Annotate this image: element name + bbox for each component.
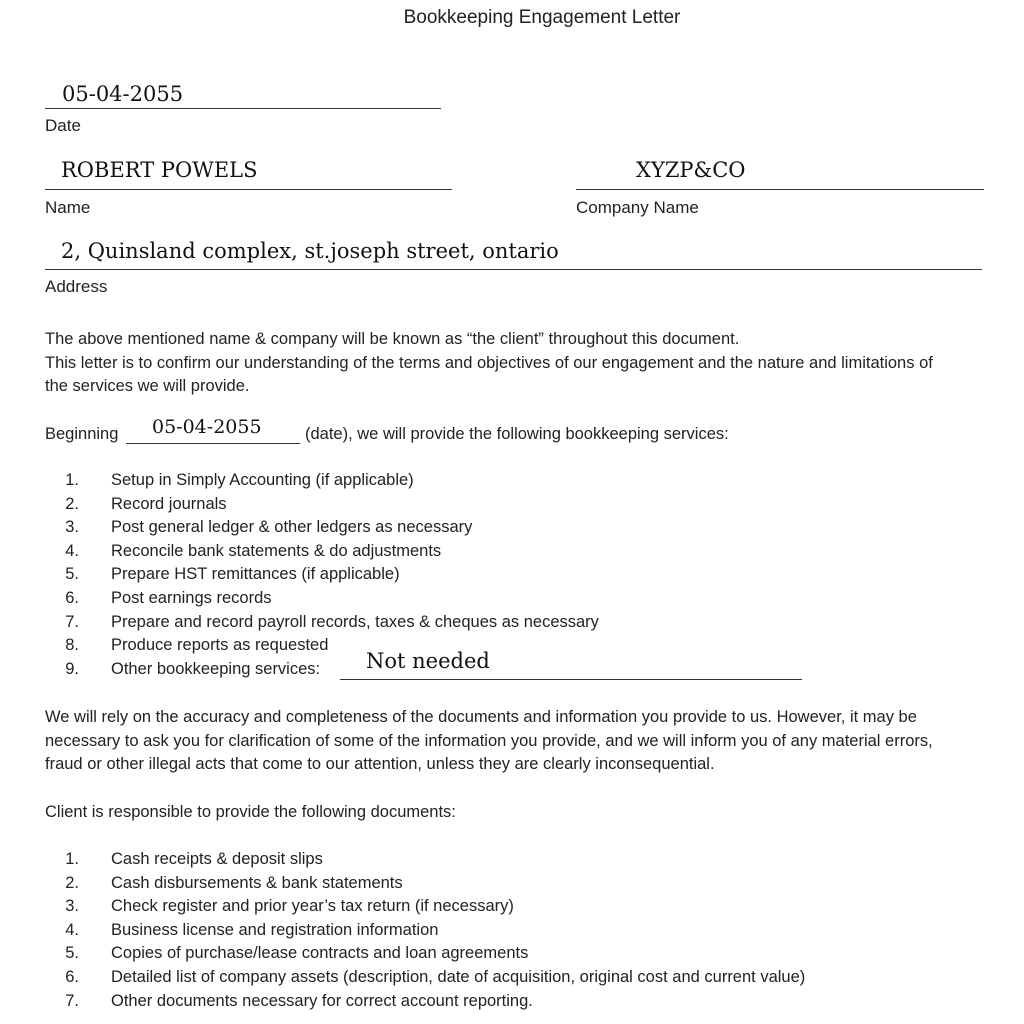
list-item: 1. Cash receipts & deposit slips	[65, 850, 323, 868]
list-item: 1. Setup in Simply Accounting (if applicable)	[65, 471, 414, 489]
list-item: 3. Check register and prior year’s tax return (if necessary)	[65, 897, 514, 916]
other-services-underline	[340, 679, 802, 680]
reliance-line-1: We will rely on the accuracy and completeness of the documents and information you provide to us. However, it may be	[45, 708, 917, 726]
name-underline	[45, 189, 452, 190]
name-field[interactable]: ROBERT POWELS	[61, 158, 258, 182]
beginning-underline	[126, 443, 300, 444]
intro-line-2: This letter is to confirm our understanding of the terms and objectives of our engagement and the nature and limitations of	[45, 353, 933, 372]
list-item: 4. Business license and registration information	[65, 920, 439, 939]
list-item: 6. Post earnings records	[65, 588, 272, 607]
list-item: 7. Other documents necessary for correct account reporting.	[65, 991, 533, 1010]
list-item: 7. Prepare and record payroll records, taxes & cheques as necessary	[65, 612, 599, 631]
client-docs-heading: Client is responsible to provide the following documents:	[45, 803, 456, 821]
list-item: 2. Cash disbursements & bank statements	[65, 873, 403, 892]
company-name-field[interactable]: XYZP&CO	[636, 158, 746, 182]
company-underline	[576, 189, 984, 190]
name-label: Name	[45, 198, 91, 217]
reliance-line-2: necessary to ask you for clarification of some of the information you provide, and we will inform you of any material errors,	[45, 731, 933, 750]
reliance-line-3: fraud or other illegal acts that come to our attention, unless they are clearly inconsequential.	[45, 755, 715, 773]
documents-list	[45, 848, 805, 1013]
company-name-label: Company Name	[576, 198, 699, 217]
date-field[interactable]: 05-04-2055	[62, 82, 184, 106]
document-title: Bookkeeping Engagement Letter	[403, 7, 681, 28]
list-item: 6. Detailed list of company assets (description, date of acquisition, original cost and current value)	[65, 967, 806, 986]
intro-line-3: the services we will provide.	[45, 377, 250, 395]
intro-paragraph	[45, 328, 933, 399]
address-underline	[45, 269, 982, 270]
list-item: 5. Prepare HST remittances (if applicable)	[65, 565, 400, 584]
reliance-paragraph	[45, 706, 933, 777]
address-label: Address	[45, 277, 108, 296]
address-field[interactable]: 2, Quinsland complex, st.joseph street, ontario	[61, 239, 559, 263]
date-underline	[45, 108, 441, 109]
date-label: Date	[45, 116, 81, 135]
beginning-prefix: Beginning	[45, 425, 119, 443]
other-services-field[interactable]: Not needed	[366, 649, 490, 673]
list-item: 4. Reconcile bank statements & do adjustments	[65, 541, 442, 560]
beginning-suffix: (date), we will provide the following bookkeeping services:	[305, 425, 729, 443]
list-item: 9. Other bookkeeping services:	[65, 659, 321, 678]
list-item: 2. Record journals	[65, 494, 227, 513]
services-list	[45, 469, 599, 681]
list-item: 3. Post general ledger & other ledgers as necessary	[65, 518, 473, 537]
list-item: 8. Produce reports as requested	[65, 636, 329, 655]
intro-line-1: The above mentioned name & company will be known as “the client” throughout this document.	[45, 330, 740, 348]
beginning-date-field[interactable]: 05-04-2055	[152, 416, 262, 438]
list-item: 5. Copies of purchase/lease contracts and loan agreements	[65, 944, 529, 963]
